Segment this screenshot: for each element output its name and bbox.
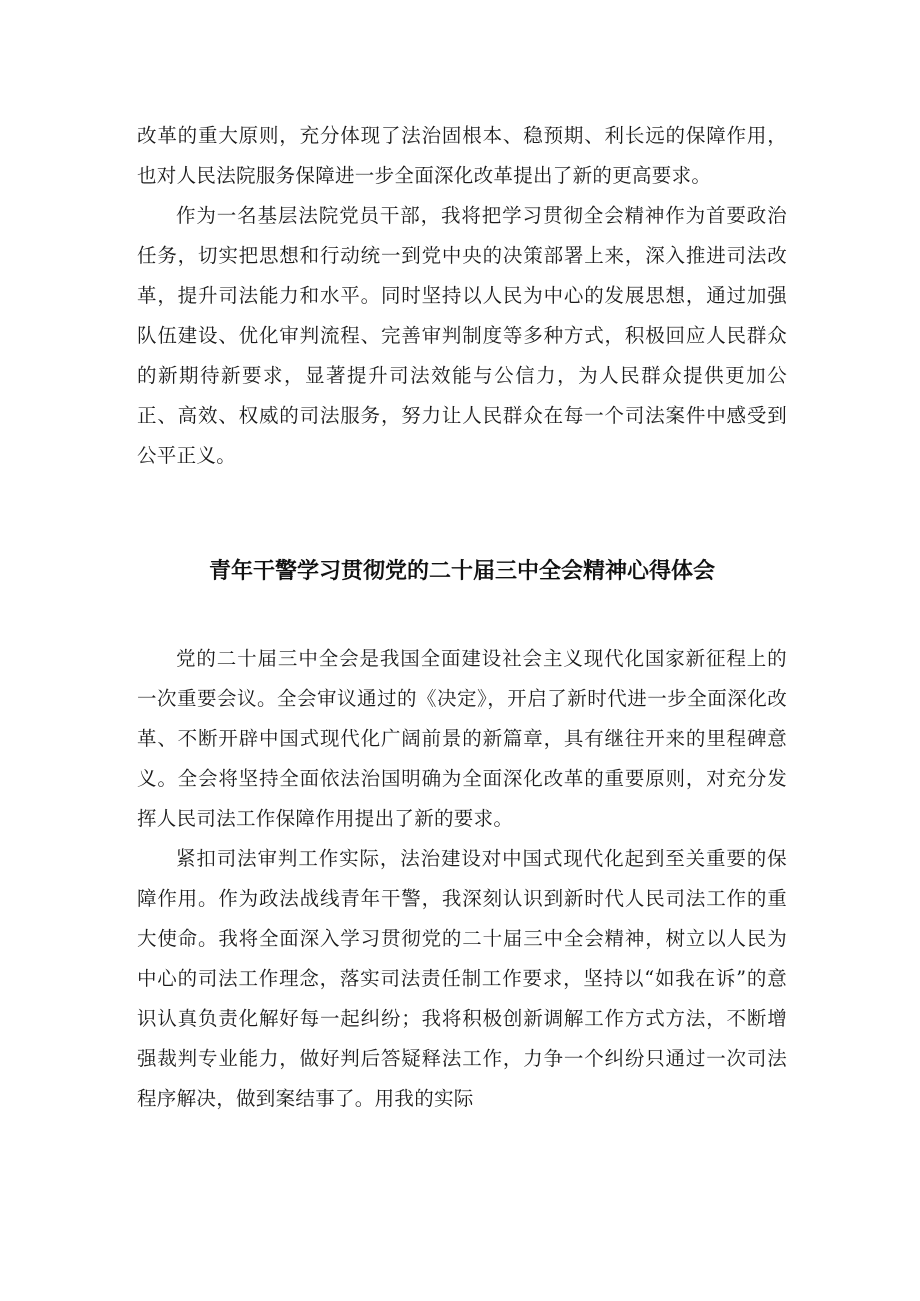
paragraph-plenary-session: 党的二十届三中全会是我国全面建设社会主义现代化国家新征程上的一次重要会议。全会审议通过的《决定》，开启了新时代进一步全面深化改革、不断开辟中国式现代化广阔前景的新篇章，具有继往开来的里程碑意义。全会将坚持全面依法治国明确为全面深化改革的重要原则，对充分发挥人民司法工作保障作用提出了新的要求。 xyxy=(137,647,787,830)
section-title: 青年干警学习贯彻党的二十届三中全会精神心得体会 xyxy=(208,559,715,584)
paragraph-continuation: 改革的重大原则，充分体现了法治固根本、稳预期、利长远的保障作用，也对人民法院服务保障进一步全面深化改革提出了新的更高要求。 xyxy=(137,124,787,187)
paragraph-judicial-work: 紧扣司法审判工作实际，法治建设对中国式现代化起到至关重要的保障作用。作为政法战线青年干警，我深刻认识到新时代人民司法工作的重大使命。我将全面深入学习贯彻党的二十届三中全会精神，树立以人民为中心的司法工作理念，落实司法责任制工作要求，坚持以“如我在诉”的意识认真负责化解好每一起纠纷；我将积极创新调解工作方式方法，不断增强裁判专业能力，做好判后答疑释法工作，力争一个纠纷只通过一次司法程序解决，做到案结事了。用我的实际 xyxy=(137,847,787,1110)
paragraph-commitment: 作为一名基层法院党员干部，我将把学习贯彻全会精神作为首要政治任务，切实把思想和行动统一到党中央的决策部署上来，深入推进司法改革，提升司法能力和水平。同时坚持以人民为中心的发展思想，通过加强队伍建设、优化审判流程、完善审判制度等多种方式，积极回应人民群众的新期待新要求，显著提升司法效能与公信力，为人民群众提供更加公正、高效、权威的司法服务，努力让人民群众在每一个司法案件中感受到公平正义。 xyxy=(137,204,787,467)
